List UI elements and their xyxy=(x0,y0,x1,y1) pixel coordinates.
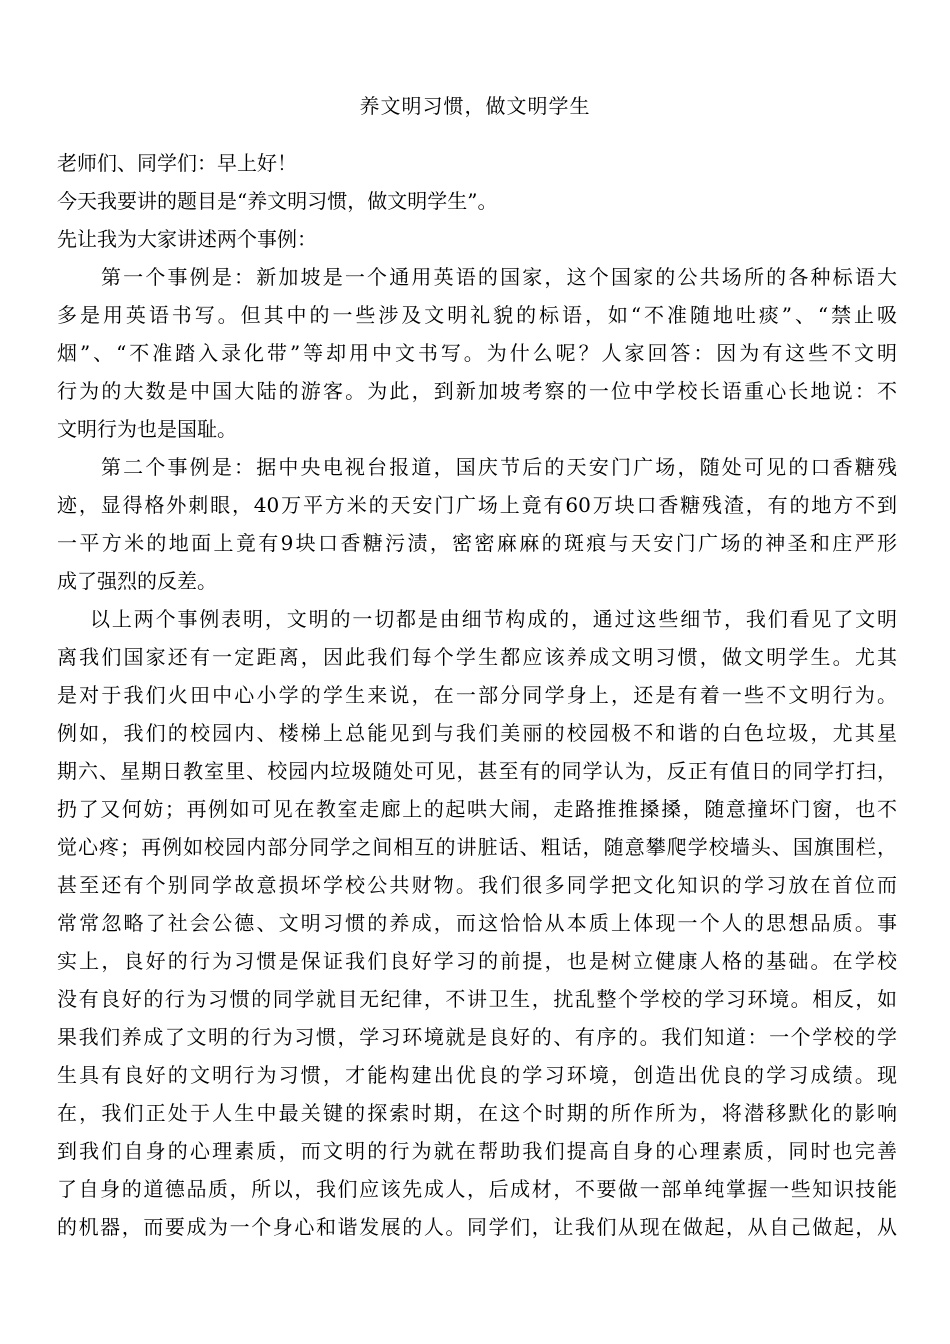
greeting-line: 老师们、同学们：早上好！ xyxy=(57,151,297,175)
example1-line: 多是用英语书写。但其中的一些涉及文明礼貌的标语，如“不准随地吐痰”、“禁止吸 xyxy=(57,303,897,327)
example2-line: 一平方米的地面上竟有9块口香糖污渍，密密麻麻的斑痕与天安门广场的神圣和庄严形 xyxy=(57,531,897,555)
intro-line: 先让我为大家讲述两个事例： xyxy=(57,227,317,251)
example2-line: 迹，显得格外刺眼，40万平方米的天安门广场上竟有60万块口香糖残渣，有的地方不到 xyxy=(57,493,897,517)
topic-line: 今天我要讲的题目是“养文明习惯，做文明学生”。 xyxy=(57,189,498,213)
example1-line: 文明行为也是国耻。 xyxy=(57,417,237,441)
body-line: 果我们养成了文明的行为习惯，学习环境就是良好的、有序的。我们知道：一个学校的学 xyxy=(57,1025,897,1049)
body-line: 离我们国家还有一定距离，因此我们每个学生都应该养成文明习惯，做文明学生。尤其 xyxy=(57,645,897,669)
example1-line: 第一个事例是：新加坡是一个通用英语的国家，这个国家的公共场所的各种标语大 xyxy=(101,265,897,289)
body-line: 期六、星期日教室里、校园内垃圾随处可见，甚至有的同学认为，反正有值日的同学打扫， xyxy=(57,759,897,783)
body-line: 到我们自身的心理素质，而文明的行为就在帮助我们提高自身的心理素质，同时也完善 xyxy=(57,1139,897,1163)
example1-line: 烟”、“不准踏入录化带”等却用中文书写。为什么呢？人家回答：因为有这些不文明 xyxy=(57,341,897,365)
body-line: 没有良好的行为习惯的同学就目无纪律，不讲卫生，扰乱整个学校的学习环境。相反，如 xyxy=(57,987,897,1011)
example2-line: 成了强烈的反差。 xyxy=(57,569,217,593)
body-line: 觉心疼；再例如校园内部分同学之间相互的讲脏话、粗话，随意攀爬学校墙头、国旗围栏， xyxy=(57,835,897,859)
body-line: 常常忽略了社会公德、文明习惯的养成，而这恰恰从本质上体现一个人的思想品质。事 xyxy=(57,911,897,935)
example1-line: 行为的大数是中国大陆的游客。为此，到新加坡考察的一位中学校长语重心长地说：不 xyxy=(57,379,897,403)
body-line: 了自身的道德品质，所以，我们应该先成人，后成材，不要做一部单纯掌握一些知识技能 xyxy=(57,1177,897,1201)
document-title: 养文明习惯，做文明学生 xyxy=(359,94,591,118)
body-line: 以上两个事例表明，文明的一切都是由细节构成的，通过这些细节，我们看见了文明 xyxy=(90,607,897,631)
body-line: 是对于我们火田中心小学的学生来说，在一部分同学身上，还是有着一些不文明行为。 xyxy=(57,683,897,707)
body-line: 生具有良好的文明行为习惯，才能构建出优良的学习环境，创造出优良的学习成绩。现 xyxy=(57,1063,897,1087)
body-line: 的机器，而要成为一个身心和谐发展的人。同学们，让我们从现在做起，从自己做起，从 xyxy=(57,1215,897,1239)
body-line: 扔了又何妨；再例如可见在教室走廊上的起哄大闹，走路推推搡搡，随意撞坏门窗，也不 xyxy=(57,797,897,821)
body-line: 例如，我们的校园内、楼梯上总能见到与我们美丽的校园极不和谐的白色垃圾，尤其星 xyxy=(57,721,897,745)
body-line: 实上，良好的行为习惯是保证我们良好学习的前提，也是树立健康人格的基础。在学校 xyxy=(57,949,897,973)
body-line: 在，我们正处于人生中最关键的探索时期，在这个时期的所作所为，将潜移默化的影响 xyxy=(57,1101,897,1125)
example2-line: 第二个事例是：据中央电视台报道，国庆节后的天安门广场，随处可见的口香糖残 xyxy=(101,455,897,479)
body-line: 甚至还有个别同学故意损坏学校公共财物。我们很多同学把文化知识的学习放在首位而 xyxy=(57,873,897,897)
